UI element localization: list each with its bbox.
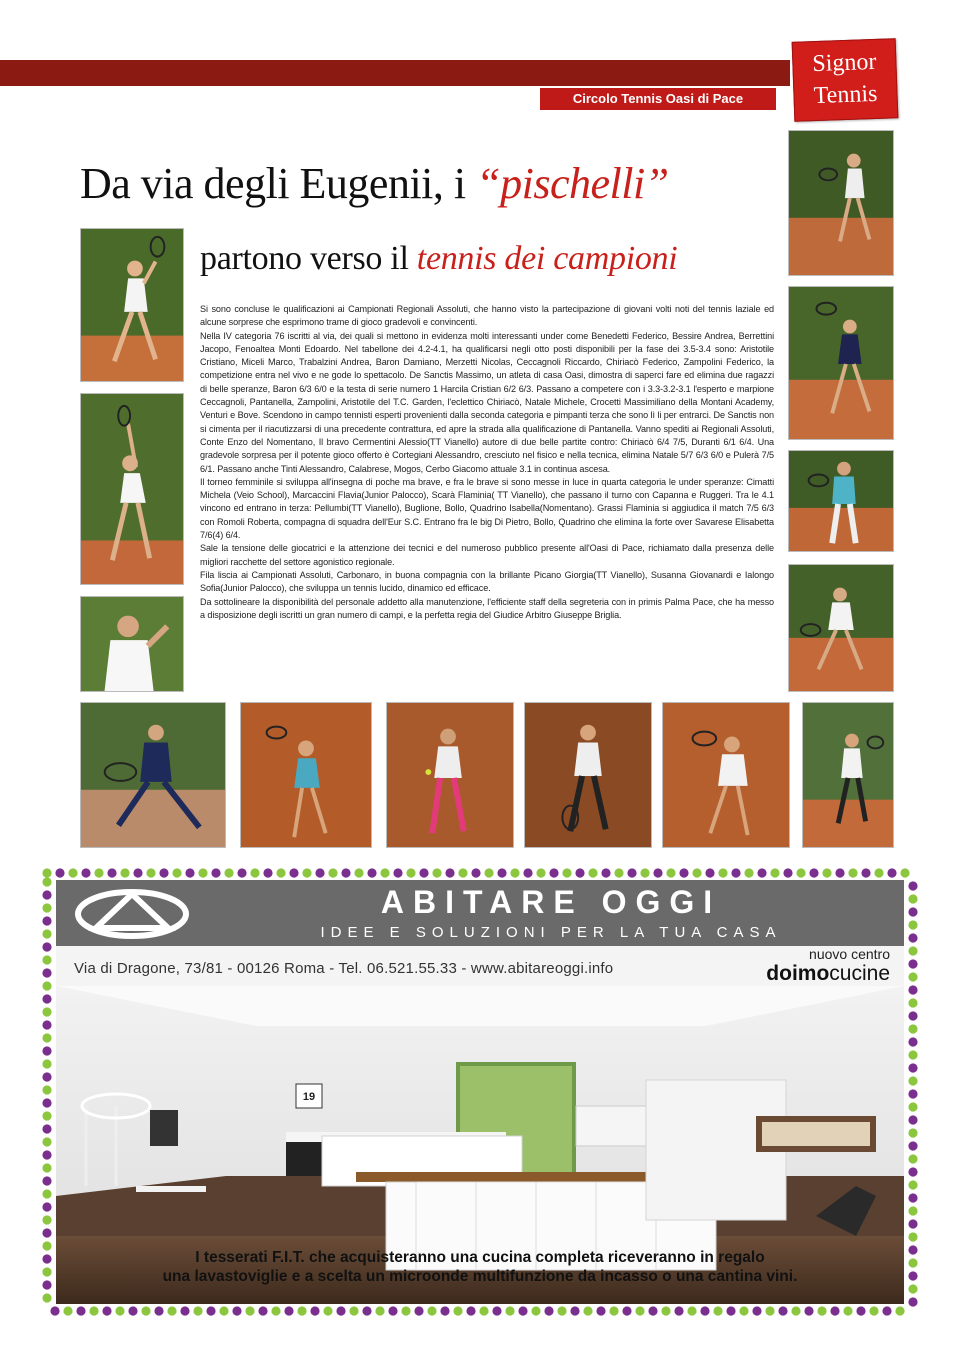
border-dot xyxy=(705,868,714,877)
border-dot xyxy=(42,1137,51,1146)
border-dot xyxy=(835,868,844,877)
border-dot xyxy=(128,1306,137,1315)
player-photo xyxy=(240,702,372,848)
border-dot xyxy=(583,1306,592,1315)
border-dot xyxy=(635,1306,644,1315)
border-dot xyxy=(744,868,753,877)
border-dot xyxy=(42,1085,51,1094)
ad-offer-text xyxy=(56,1248,904,1286)
border-dot xyxy=(700,1306,709,1315)
border-dot xyxy=(42,1215,51,1224)
border-dot xyxy=(908,1219,917,1228)
border-dot xyxy=(245,1306,254,1315)
border-dot xyxy=(94,868,103,877)
header-band xyxy=(0,60,790,86)
border-dot xyxy=(211,868,220,877)
article-paragraph: Sale la tensione delle giocatrici e la attenzione dei tecnici e del numeroso pubblico presente all'Oasi di Pace, richiamato dalla presenza delle migliori racchette del settore agonistico regionale. xyxy=(200,543,774,567)
border-dot xyxy=(42,916,51,925)
border-dot xyxy=(141,1306,150,1315)
calendar-day: 19 xyxy=(302,1091,316,1103)
border-dot xyxy=(362,1306,371,1315)
border-dot xyxy=(42,1241,51,1250)
border-dot xyxy=(237,868,246,877)
border-dot xyxy=(908,1154,917,1163)
border-dot xyxy=(908,1076,917,1085)
border-dot xyxy=(42,1059,51,1068)
border-dot xyxy=(492,1306,501,1315)
border-dot xyxy=(323,1306,332,1315)
border-dot xyxy=(908,1141,917,1150)
border-dot xyxy=(167,1306,176,1315)
border-dot xyxy=(276,868,285,877)
border-dot xyxy=(518,1306,527,1315)
border-dot xyxy=(497,868,506,877)
border-dot xyxy=(778,1306,787,1315)
border-dot xyxy=(809,868,818,877)
border-dot xyxy=(427,1306,436,1315)
border-dot xyxy=(874,868,883,877)
border-dot xyxy=(752,1306,761,1315)
border-dot xyxy=(154,1306,163,1315)
advertisement xyxy=(40,866,920,1318)
border-dot xyxy=(531,1306,540,1315)
border-dot xyxy=(908,1050,917,1059)
border-dot xyxy=(908,972,917,981)
ad-offer-line-1: I tesserati F.I.T. che acquisteranno una cucina completa riceveranno in regalo xyxy=(195,1249,765,1266)
border-dot xyxy=(115,1306,124,1315)
border-dot xyxy=(648,1306,657,1315)
border-dot xyxy=(354,868,363,877)
border-dot xyxy=(661,1306,670,1315)
ad-new-center-label: nuovo centro xyxy=(809,946,890,962)
border-dot xyxy=(414,1306,423,1315)
ad-offer-line-2: una lavastoviglie e a scelta un microonde multifunzione da incasso o una cantina vini. xyxy=(162,1268,798,1285)
border-dot xyxy=(42,903,51,912)
border-dot xyxy=(908,1089,917,1098)
border-dot xyxy=(505,1306,514,1315)
border-dot xyxy=(336,1306,345,1315)
border-dot xyxy=(419,868,428,877)
ad-brand-name: ABITARE OGGI xyxy=(380,884,722,920)
border-dot xyxy=(466,1306,475,1315)
border-dot xyxy=(692,868,701,877)
border-dot xyxy=(510,868,519,877)
border-dot xyxy=(757,868,766,877)
border-dot xyxy=(42,1267,51,1276)
border-dot xyxy=(731,868,740,877)
brand-line-1: Signor xyxy=(811,48,877,78)
border-dot xyxy=(804,1306,813,1315)
border-dot xyxy=(42,968,51,977)
border-dot xyxy=(258,1306,267,1315)
doimo-bold: doimo xyxy=(766,962,830,985)
border-dot xyxy=(817,1306,826,1315)
border-dot xyxy=(549,868,558,877)
border-dot xyxy=(42,942,51,951)
border-dot xyxy=(63,1306,72,1315)
headline xyxy=(80,158,800,209)
border-dot xyxy=(42,877,51,886)
border-dot xyxy=(471,868,480,877)
border-dot xyxy=(609,1306,618,1315)
border-dot xyxy=(575,868,584,877)
border-dot xyxy=(375,1306,384,1315)
border-dot xyxy=(908,1037,917,1046)
border-dot xyxy=(328,868,337,877)
border-dot xyxy=(627,868,636,877)
border-dot xyxy=(796,868,805,877)
border-dot xyxy=(544,1306,553,1315)
player-photo xyxy=(386,702,514,848)
border-dot xyxy=(206,1306,215,1315)
border-dot xyxy=(783,868,792,877)
border-dot xyxy=(42,1280,51,1289)
border-dot xyxy=(89,1306,98,1315)
player-photo xyxy=(80,393,184,585)
border-dot xyxy=(42,1033,51,1042)
border-dot xyxy=(718,868,727,877)
border-dot xyxy=(42,890,51,899)
border-dot xyxy=(42,994,51,1003)
border-dot xyxy=(908,1024,917,1033)
border-dot xyxy=(42,981,51,990)
border-dot xyxy=(432,868,441,877)
border-dot xyxy=(42,955,51,964)
border-dot xyxy=(674,1306,683,1315)
border-dot xyxy=(908,1284,917,1293)
headline-accent: “pischelli” xyxy=(476,159,669,208)
border-dot xyxy=(739,1306,748,1315)
border-dot xyxy=(120,868,129,877)
border-dot xyxy=(172,868,181,877)
border-dot xyxy=(284,1306,293,1315)
border-dot xyxy=(601,868,610,877)
brand-line-2: Tennis xyxy=(813,80,878,110)
border-dot xyxy=(406,868,415,877)
border-dot xyxy=(640,868,649,877)
border-dot xyxy=(42,1176,51,1185)
doimo-cucine-logo xyxy=(766,962,890,986)
border-dot xyxy=(908,881,917,890)
border-dot xyxy=(679,868,688,877)
border-dot xyxy=(42,1293,51,1302)
ad-address: Via di Dragone, 73/81 - 00126 Roma - Tel. 06.521.55.33 - www.abitareoggi.info xyxy=(74,960,614,977)
border-dot xyxy=(315,868,324,877)
ad-address-row xyxy=(56,946,904,986)
border-dot xyxy=(479,1306,488,1315)
border-dot xyxy=(908,1180,917,1189)
border-dot xyxy=(380,868,389,877)
border-dot xyxy=(453,1306,462,1315)
border-dot xyxy=(42,1202,51,1211)
border-dot xyxy=(42,1150,51,1159)
border-dot xyxy=(341,868,350,877)
border-dot xyxy=(908,920,917,929)
border-dot xyxy=(250,868,259,877)
border-dot xyxy=(133,868,142,877)
border-dot xyxy=(900,868,909,877)
border-dot xyxy=(713,1306,722,1315)
border-dot xyxy=(388,1306,397,1315)
border-dot xyxy=(557,1306,566,1315)
border-dot xyxy=(484,868,493,877)
border-dot xyxy=(861,868,870,877)
border-dot xyxy=(622,1306,631,1315)
border-dot xyxy=(42,1163,51,1172)
border-dot xyxy=(263,868,272,877)
border-dot xyxy=(146,868,155,877)
player-photo xyxy=(662,702,790,848)
border-dot xyxy=(367,868,376,877)
headline-text: Da via degli Eugenii, i xyxy=(80,159,477,208)
border-dot xyxy=(445,868,454,877)
border-dot xyxy=(908,998,917,1007)
border-dot xyxy=(653,868,662,877)
border-dot xyxy=(224,868,233,877)
border-dot xyxy=(770,868,779,877)
border-dot xyxy=(185,868,194,877)
player-photo xyxy=(802,702,894,848)
border-dot xyxy=(908,1115,917,1124)
article-paragraph: Da sottolineare la disponibilità del personale addetto alla manutenzione, l'efficiente staff della segreteria con in primis Palma Pace, che ha messo a disposizione degli iscritti un gran numero di campi, e la perfetta regia del Giudice Arbitro Giuseppe Briglia. xyxy=(200,596,774,620)
border-dot xyxy=(895,1306,904,1315)
border-dot xyxy=(908,1063,917,1072)
border-dot xyxy=(42,1046,51,1055)
border-dot xyxy=(908,1297,917,1306)
border-dot xyxy=(908,1193,917,1202)
border-dot xyxy=(198,868,207,877)
border-dot xyxy=(458,868,467,877)
border-dot xyxy=(908,959,917,968)
border-dot xyxy=(219,1306,228,1315)
abitare-oggi-logo-icon xyxy=(74,888,190,940)
border-dot xyxy=(908,1271,917,1280)
player-photo xyxy=(788,286,894,440)
player-photo xyxy=(80,702,226,848)
border-dot xyxy=(588,868,597,877)
border-dot xyxy=(908,933,917,942)
border-dot xyxy=(908,894,917,903)
border-dot xyxy=(310,1306,319,1315)
player-photo xyxy=(788,564,894,692)
article-paragraph: Nella IV categoria 76 iscritti al via, dei quali si mettono in evidenza molti interessanti under come Benedetti Federico, Bessire Andrea, Berrettini Jacopo, Fenoaltea Monti Edoardo. Nel tabellone dei 4.2-4.1, ha qualificarsi negli otto posti disponibili per la fase dei 3.5-3.4 sono: Aristotile Cristiano, Miceli Marco, Trabalzini Andrea, Baron Damiano, Merzetti Nicolas, Ceccagnoli Riccardo, Chiriacò Federico, Zampolini Federico, la competizione entra nel vivo e ne gode lo spettacolo. De Sanctis Massimo, un atleta di casa Oasi, dimostra di saperci fare ed elimina due ragazzi di belle speranze, Baron 6/3 6/0 e la testa di serie numero 1 Harcila Cristian 6/2 6/3. Passano a competere con i 3.3-3.2-3.1 l'esperto e marpione Ceccagnoli, Pantanella, Zampolini, Aristotile del T.C. Garden, l'eclettico Chiriacò, Natale Michele, Crocetti Massimiliano della Montani Academy, Venturi e Bove. Scendono in campo tennisti esperti provenienti dalla seconda categoria e pimpanti terza che sono lì li per entrarci. De Sanctis non si cimenta per il riacutizzarsi di una precedente contrattura, ed apre la strada alla qualificazione di Pantanella. Vanno spediti ai Regionali Assoluti, Conte Enzo del Nomentano, Il bravo Cermentini Alessio(TT Vianello) autore di due belle partite contro: Chiriacò 6/4 7/5, Duranti 6/1 6/4. Una gradevole sorpresa per il potente gioco offerto è Cortegiani Alessandro, cresciuto nel fisico e nella tecnica, elimina Natale 5/7 6/3 6/0 e Pulerà 7/5 6/1. Passano anche Tinti Alessandro, Calabrese, Mogos, Cerbo Giacomo attuale 3.1 in continua ascesa. xyxy=(200,330,774,474)
border-dot xyxy=(908,1245,917,1254)
border-dot xyxy=(596,1306,605,1315)
border-dot xyxy=(523,868,532,877)
player-photo xyxy=(788,450,894,552)
border-dot xyxy=(50,1306,59,1315)
border-dot xyxy=(848,868,857,877)
border-dot xyxy=(232,1306,241,1315)
border-dot xyxy=(271,1306,280,1315)
border-dot xyxy=(42,929,51,938)
article-paragraph: Il torneo femminile si sviluppa all'insegna di poche ma brave, e fra le brave si sono messe in luce in quarta categoria le under speranze: Cimatti Michela (Veio School), Marcaccini Flavia(Junior Palocco), Scarà Flaminia( TT Vianello), che passano il turno con Capanna e Ruggeri. Tra le 4.1 vincono ed entrano in terza: Pellumbi(TT Vianello), Buglione, Bollo, Quadrino Isabella(Nomentano). Grassi Flaminia si aggiudica il match 7/5 6/3 con Romoli Roberta, compagna di squadra dell'Eur S.C. Entrano fra le big Di Pietro, Bollo, Quadrino che elimina la forte over Savarese Elisabetta 7/6(4) 6/4. xyxy=(200,476,774,541)
border-dot xyxy=(349,1306,358,1315)
border-dot xyxy=(908,1232,917,1241)
border-dot xyxy=(843,1306,852,1315)
border-dot xyxy=(908,1258,917,1267)
border-dot xyxy=(42,1189,51,1198)
player-photo xyxy=(524,702,652,848)
border-dot xyxy=(55,868,64,877)
border-dot xyxy=(42,1124,51,1133)
border-dot xyxy=(887,868,896,877)
signor-tennis-logo xyxy=(792,38,899,122)
section-tag: Circolo Tennis Oasi di Pace xyxy=(540,88,776,110)
border-dot xyxy=(440,1306,449,1315)
ad-banner xyxy=(56,880,904,946)
subheadline-text: partono verso il xyxy=(200,240,417,277)
border-dot xyxy=(765,1306,774,1315)
border-dot xyxy=(908,907,917,916)
border-dot xyxy=(102,1306,111,1315)
border-dot xyxy=(42,1072,51,1081)
border-dot xyxy=(42,868,51,877)
article-body xyxy=(200,303,774,622)
border-dot xyxy=(107,868,116,877)
border-dot xyxy=(289,868,298,877)
border-dot xyxy=(666,868,675,877)
doimo-light: cucine xyxy=(829,962,890,985)
border-dot xyxy=(42,1254,51,1263)
subheadline xyxy=(200,240,790,278)
border-dot xyxy=(42,1020,51,1029)
article-paragraph: Si sono concluse le qualificazioni ai Campionati Regionali Assoluti, che hanno visto la partecipazione di giovani volti noti del tennis laziale ed alcune sorprese che esprimono trame di gioco gradevoli e convincenti. xyxy=(200,304,774,328)
border-dot xyxy=(42,1007,51,1016)
border-dot xyxy=(562,868,571,877)
border-dot xyxy=(42,1111,51,1120)
border-dot xyxy=(869,1306,878,1315)
border-dot xyxy=(536,868,545,877)
border-dot xyxy=(822,868,831,877)
player-photo xyxy=(788,130,894,276)
border-dot xyxy=(882,1306,891,1315)
border-dot xyxy=(908,1102,917,1111)
border-dot xyxy=(856,1306,865,1315)
border-dot xyxy=(393,868,402,877)
border-dot xyxy=(68,868,77,877)
article-paragraph: Fila liscia ai Campionati Assoluti, Carbonaro, in buona compagnia con la brillante Picano Giorgia(TT Vianello), Susanna Giovanardi e Ialongo Sofia(Junior Palocco), che sviluppa un tennis lucido, dinamico ed efficace. xyxy=(200,569,774,594)
border-dot xyxy=(570,1306,579,1315)
border-dot xyxy=(908,1206,917,1215)
border-dot xyxy=(401,1306,410,1315)
ad-tagline: IDEE E SOLUZIONI PER LA TUA CASA xyxy=(320,924,782,941)
player-photo xyxy=(80,228,184,382)
border-dot xyxy=(908,1011,917,1020)
border-dot xyxy=(908,1167,917,1176)
border-dot xyxy=(42,1228,51,1237)
border-dot xyxy=(908,985,917,994)
border-dot xyxy=(297,1306,306,1315)
border-dot xyxy=(180,1306,189,1315)
border-dot xyxy=(791,1306,800,1315)
border-dot xyxy=(687,1306,696,1315)
border-dot xyxy=(42,1098,51,1107)
border-dot xyxy=(302,868,311,877)
player-photo xyxy=(80,596,184,692)
border-dot xyxy=(614,868,623,877)
border-dot xyxy=(908,946,917,955)
border-dot xyxy=(908,1128,917,1137)
ad-content xyxy=(56,880,904,1304)
subheadline-accent: tennis dei campioni xyxy=(416,240,678,277)
border-dot xyxy=(76,1306,85,1315)
border-dot xyxy=(193,1306,202,1315)
border-dot xyxy=(81,868,90,877)
border-dot xyxy=(726,1306,735,1315)
border-dot xyxy=(830,1306,839,1315)
border-dot xyxy=(159,868,168,877)
